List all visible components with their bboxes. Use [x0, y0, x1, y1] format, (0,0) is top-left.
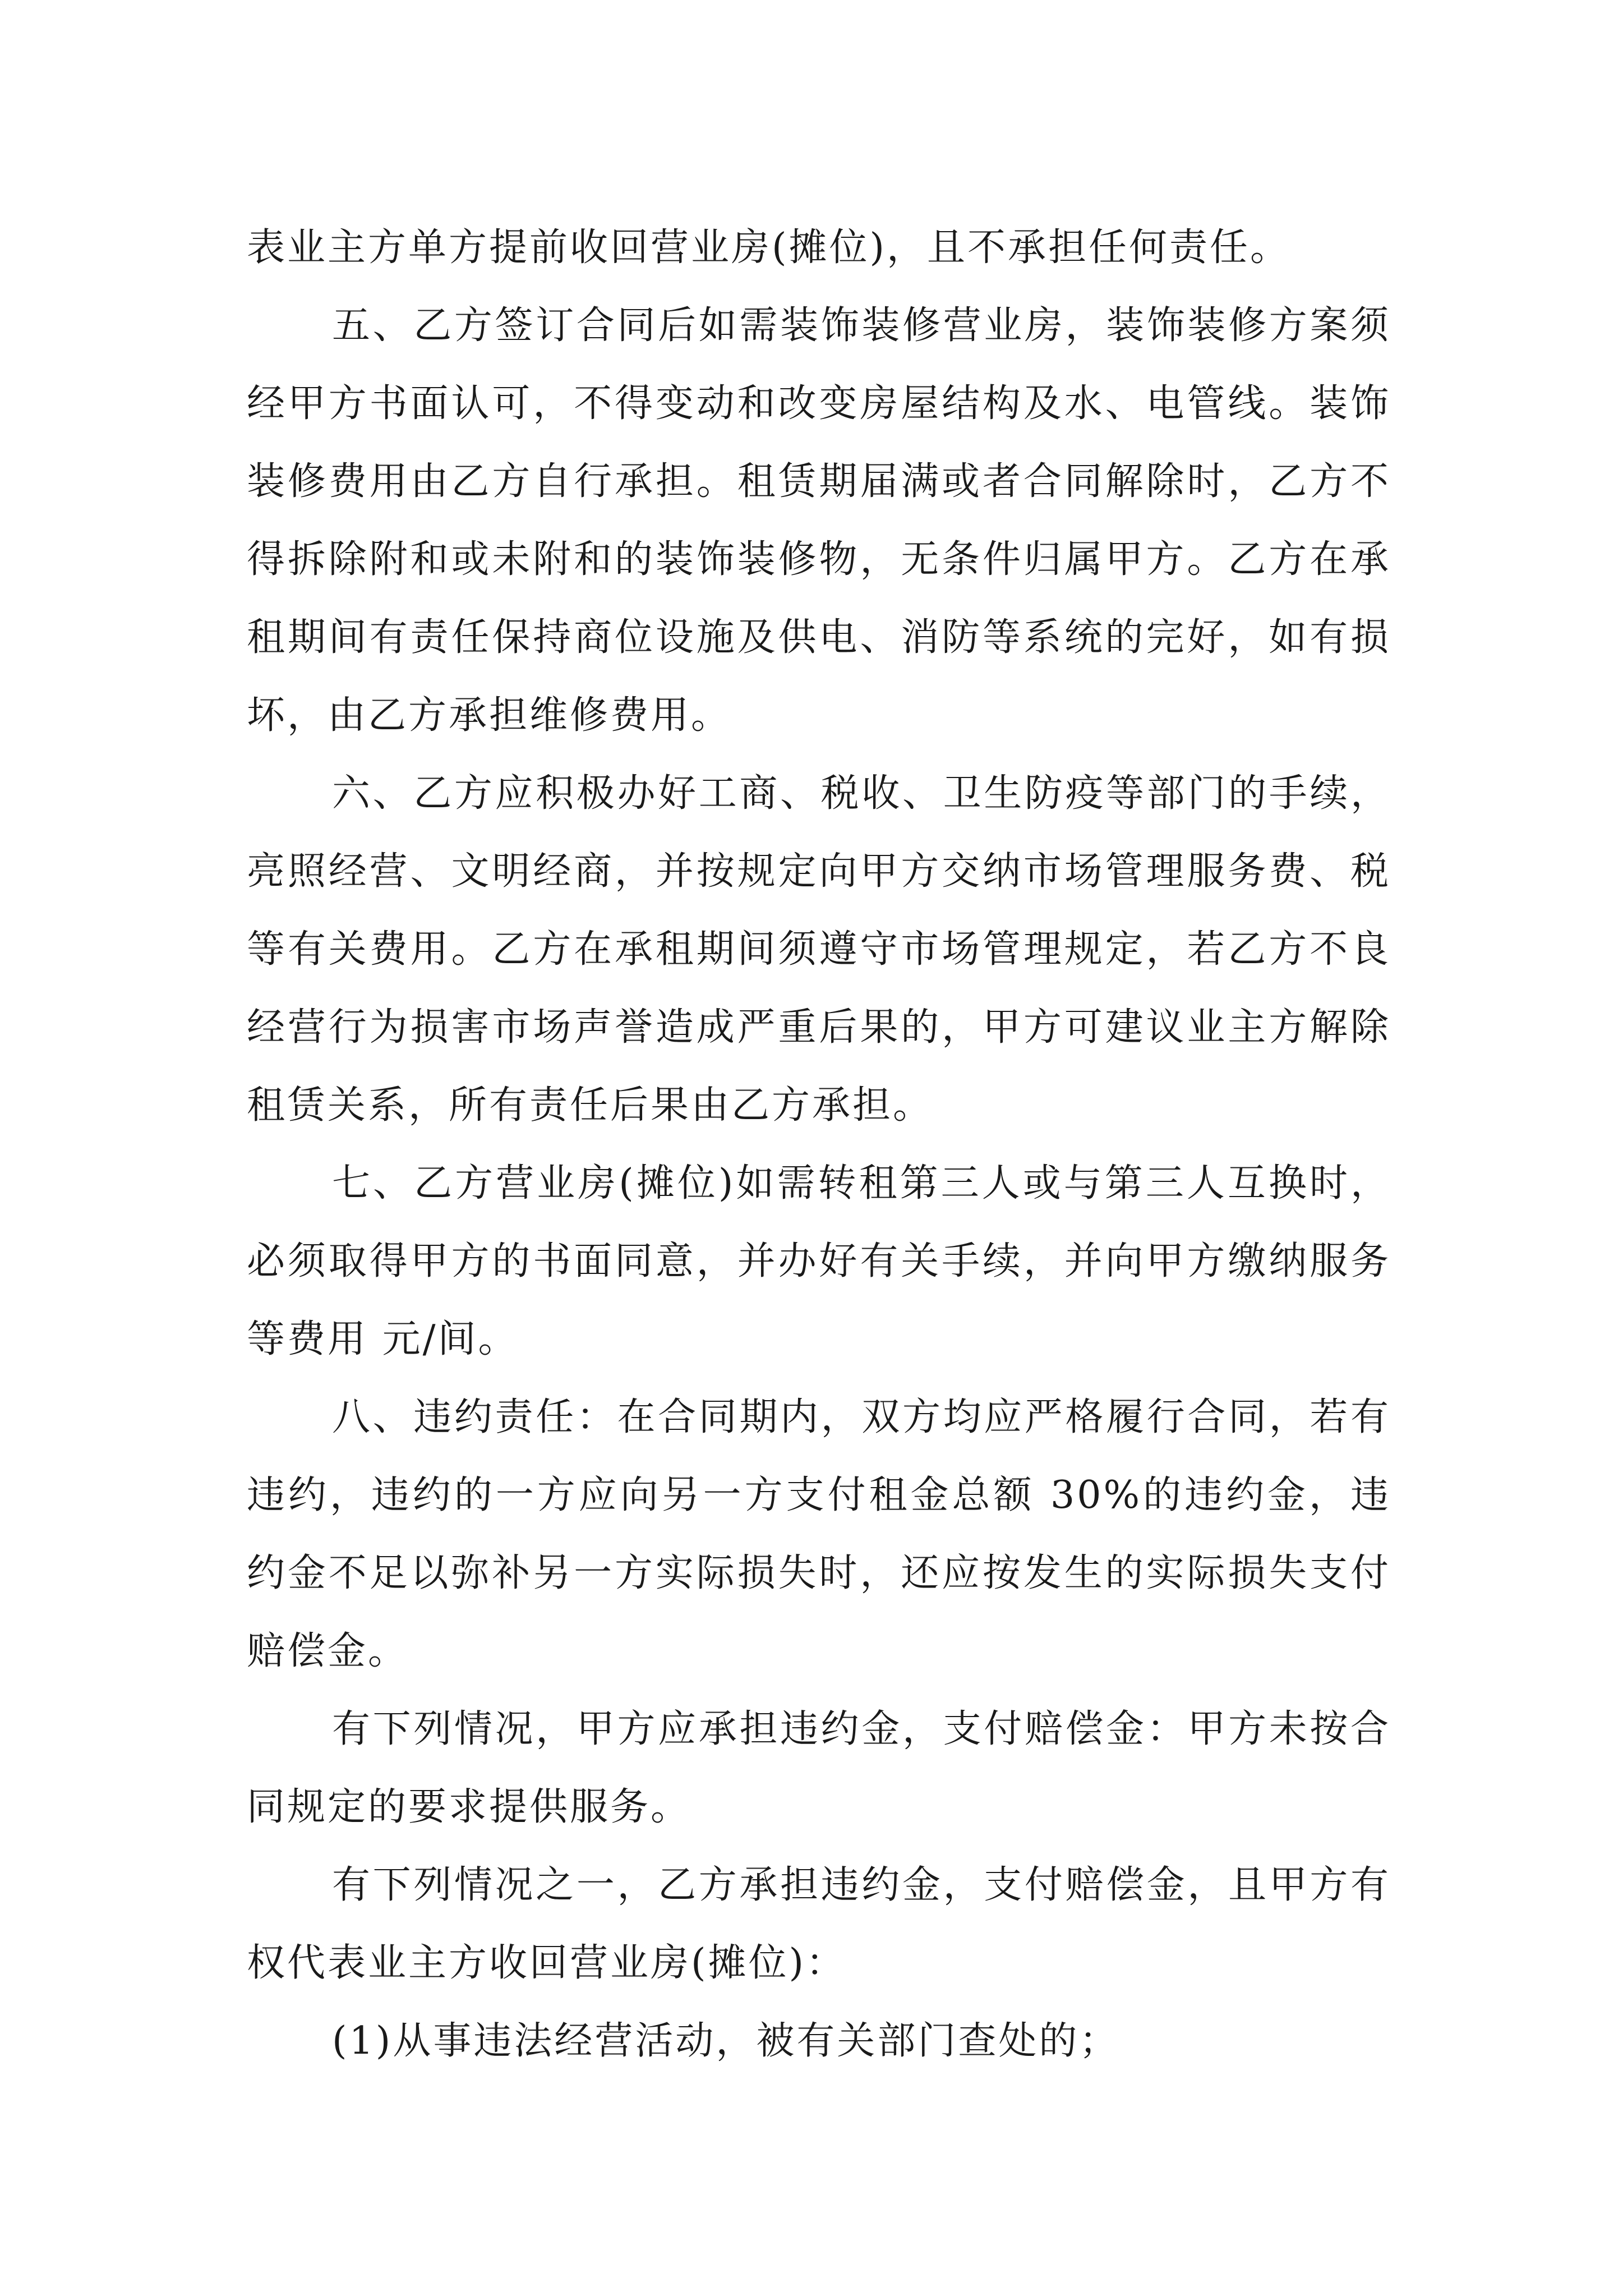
paragraph-party-b-breach: 有下列情况之一，乙方承担违约金，支付赔偿金，且甲方有权代表业主方收回营业房(摊位)：: [247, 1863, 1391, 1985]
paragraph-party-a-breach: 有下列情况，甲方应承担违约金，支付赔偿金：甲方未按合同规定的要求提供服务。: [247, 1707, 1391, 1829]
paragraph-clause-8: 八、违约责任：在合同期内，双方均应严格履行合同，若有违约，违约的一方应向另一方支付租金总额 30%的违约金，违约金不足以弥补另一方实际损失时，还应按发生的实际损失支付赔偿金。: [247, 1395, 1391, 1673]
paragraph-clause-7: 七、乙方营业房(摊位)如需转租第三人或与第三人互换时，必须取得甲方的书面同意，并办好有关手续，并向甲方缴纳服务等费用 元/间。: [247, 1161, 1391, 1361]
paragraph-continuation: 表业主方单方提前收回营业房(摊位)，且不承担任何责任。: [247, 226, 1291, 270]
paragraph-item-1: (1)从事违法经营活动，被有关部门查处的；: [332, 2019, 1120, 2063]
paragraph-clause-5: 五、乙方签订合同后如需装饰装修营业房，装饰装修方案须经甲方书面认可，不得变动和改变房屋结构及水、电管线。装饰装修费用由乙方自行承担。租赁期届满或者合同解除时，乙方不得拆除附和或未附和的装饰装修物，无条件归属甲方。乙方在承租期间有责任保持商位设施及供电、消防等系统的完好，如有损坏，由乙方承担维修费用。: [247, 303, 1391, 738]
paragraph-clause-6: 六、乙方应积极办好工商、税收、卫生防疫等部门的手续，亮照经营、文明经商，并按规定向甲方交纳市场管理服务费、税等有关费用。乙方在承租期间须遵守市场管理规定，若乙方不良经营行为损害市场声誉造成严重后果的，甲方可建议业主方解除租赁关系，所有责任后果由乙方承担。: [247, 771, 1391, 1128]
document-body: [247, 209, 1391, 2080]
